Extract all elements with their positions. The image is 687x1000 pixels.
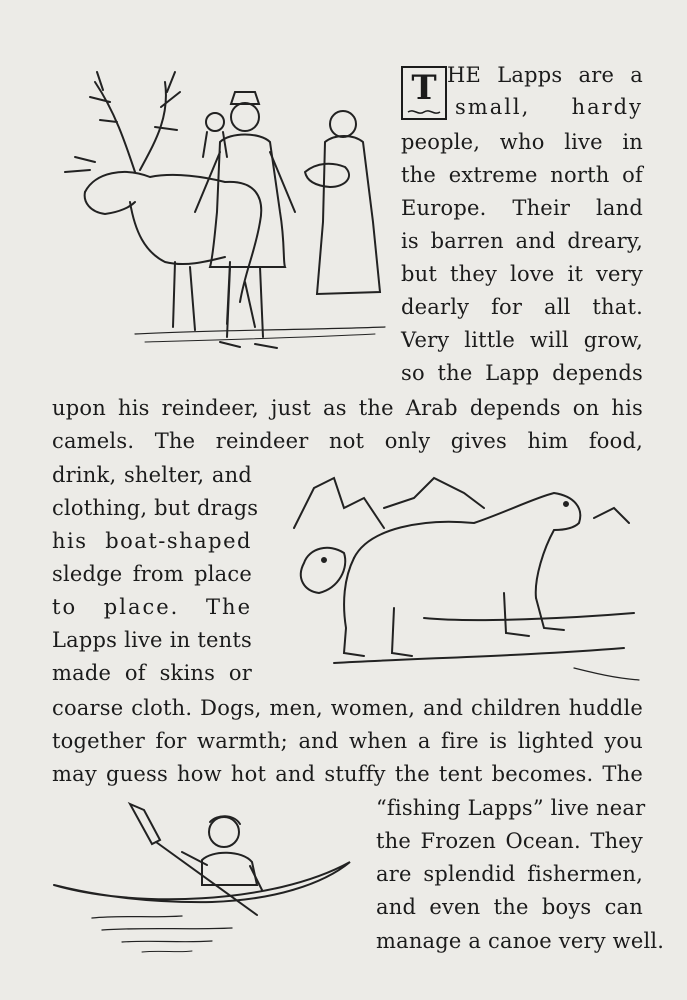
text-line: camels. The reindeer not only gives him food, — [52, 429, 643, 453]
text-line: the extreme north of — [401, 163, 643, 187]
text-line: but they love it very — [401, 262, 643, 286]
text-line: people, who live in — [401, 130, 643, 154]
text-line: the Frozen Ocean. They — [376, 829, 643, 853]
text-line: made of skins or — [52, 661, 252, 685]
text-line: together for warmth; and when a fire is lighted you — [52, 729, 643, 753]
text-line: and even the boys can — [376, 895, 643, 919]
text-line: Very little will grow, — [401, 328, 643, 352]
text-line: Europe. Their land — [401, 196, 643, 220]
canoe-boy-illustration — [52, 800, 352, 960]
drop-cap-ornament — [406, 108, 442, 116]
text-line: “fishing Lapps” live near — [376, 796, 646, 820]
text-line: may guess how hot and stuffy the tent becomes. The — [52, 762, 643, 786]
polar-bear-illustration — [274, 468, 644, 690]
text-line: to place. The — [52, 595, 252, 619]
text-line: drink, shelter, and — [52, 463, 252, 487]
text-line: his boat-shaped — [52, 529, 252, 553]
text-line: dearly for all that. — [401, 295, 643, 319]
text-line: sledge from place — [52, 562, 252, 586]
text-line: small, hardy — [455, 95, 643, 119]
text-line: coarse cloth. Dogs, men, women, and children huddle — [52, 696, 643, 720]
text-line: is barren and dreary, — [401, 229, 643, 253]
drop-cap-letter: T — [411, 68, 437, 108]
text-line: upon his reindeer, just as the Arab depends on his — [52, 396, 643, 420]
text-line: Lapps live in tents — [52, 628, 252, 652]
text-line: so the Lapp depends — [401, 361, 643, 385]
text-line: manage a canoe very well. — [376, 929, 665, 953]
reindeer-family-illustration — [55, 62, 390, 360]
text-line: are splendid fishermen, — [376, 862, 643, 886]
drop-cap — [401, 66, 447, 120]
text-line: HE Lapps are a — [447, 63, 643, 87]
text-line: clothing, but drags — [52, 496, 259, 520]
